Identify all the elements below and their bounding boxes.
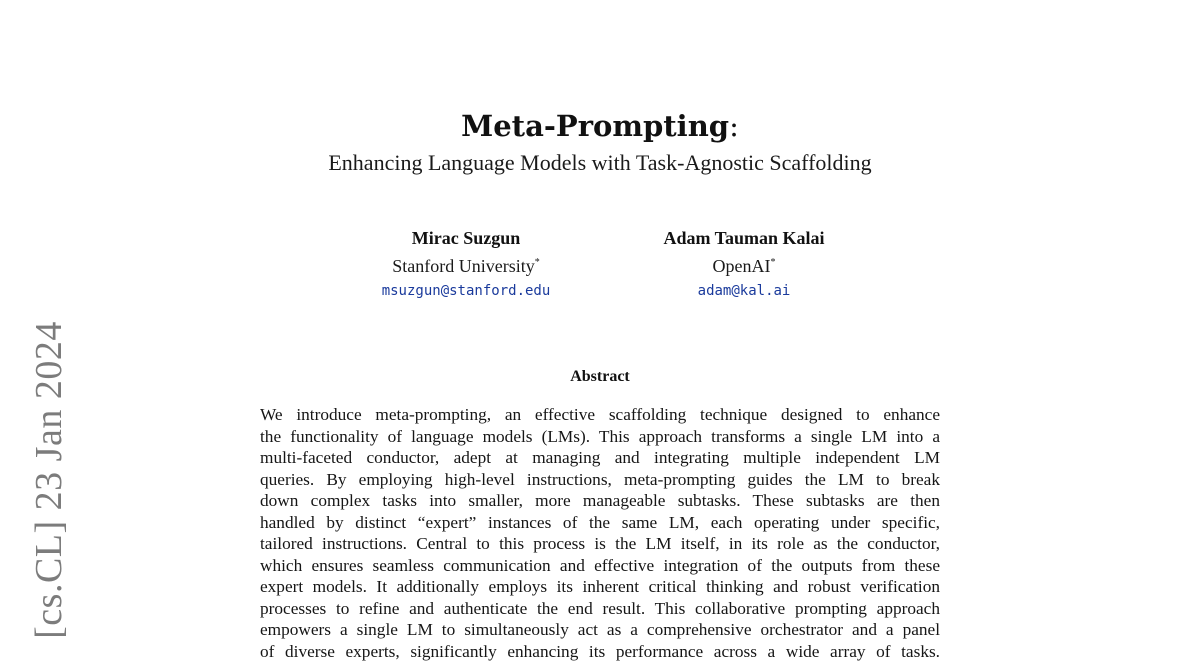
abstract-line: handled by distinct “expert” instances of the same LM, each operating under specific, <box>260 512 940 534</box>
author-block-suzgun <box>336 226 596 303</box>
title-block <box>0 106 1200 176</box>
paper-title-colon: : <box>729 109 739 143</box>
abstract-line: processes to refine and authenticate the end result. This collaborative prompting approach <box>260 598 940 620</box>
affiliation-mark: * <box>535 257 540 268</box>
author-email-link[interactable]: msuzgun@stanford.edu <box>336 279 596 303</box>
author-name: Adam Tauman Kalai <box>614 226 874 250</box>
abstract-body <box>260 404 940 662</box>
arxiv-stamp: [cs.CL] 23 Jan 2024 <box>27 321 71 639</box>
author-email-link[interactable]: adam@kal.ai <box>614 279 874 303</box>
author-affiliation-text: Stanford University <box>392 256 534 276</box>
abstract-line: expert models. It additionally employs its inherent critical thinking and robust verification <box>260 576 940 598</box>
author-affiliation-text: OpenAI <box>713 256 771 276</box>
author-affiliation <box>614 250 874 279</box>
abstract-line: the functionality of language models (LMs). This approach transforms a single LM into a <box>260 426 940 448</box>
abstract-line: We introduce meta-prompting, an effective scaffolding technique designed to enhance <box>260 404 940 426</box>
paper-title-main: Meta-Prompting <box>461 109 729 143</box>
affiliation-mark: * <box>770 257 775 268</box>
abstract-heading: Abstract <box>0 367 1200 387</box>
abstract-line: empowers a single LM to simultaneously act as a comprehensive orchestrator and a panel <box>260 619 940 641</box>
abstract-line: multi-faceted conductor, adept at managing and integrating multiple independent LM <box>260 447 940 469</box>
abstract-line: tailored instructions. Central to this process is the LM itself, in its role as the conductor, <box>260 533 940 555</box>
abstract-line: of diverse experts, significantly enhancing its performance across a wide array of tasks. <box>260 641 940 662</box>
author-block-kalai <box>614 226 874 303</box>
author-name: Mirac Suzgun <box>336 226 596 250</box>
paper-title <box>0 106 1200 146</box>
abstract-line: which ensures seamless communication and effective integration of the outputs from these <box>260 555 940 577</box>
author-affiliation <box>336 250 596 279</box>
abstract-line: queries. By employing high-level instructions, meta-prompting guides the LM to break <box>260 469 940 491</box>
abstract-line: down complex tasks into smaller, more manageable subtasks. These subtasks are then <box>260 490 940 512</box>
paper-subtitle: Enhancing Language Models with Task-Agnostic Scaffolding <box>0 150 1200 176</box>
